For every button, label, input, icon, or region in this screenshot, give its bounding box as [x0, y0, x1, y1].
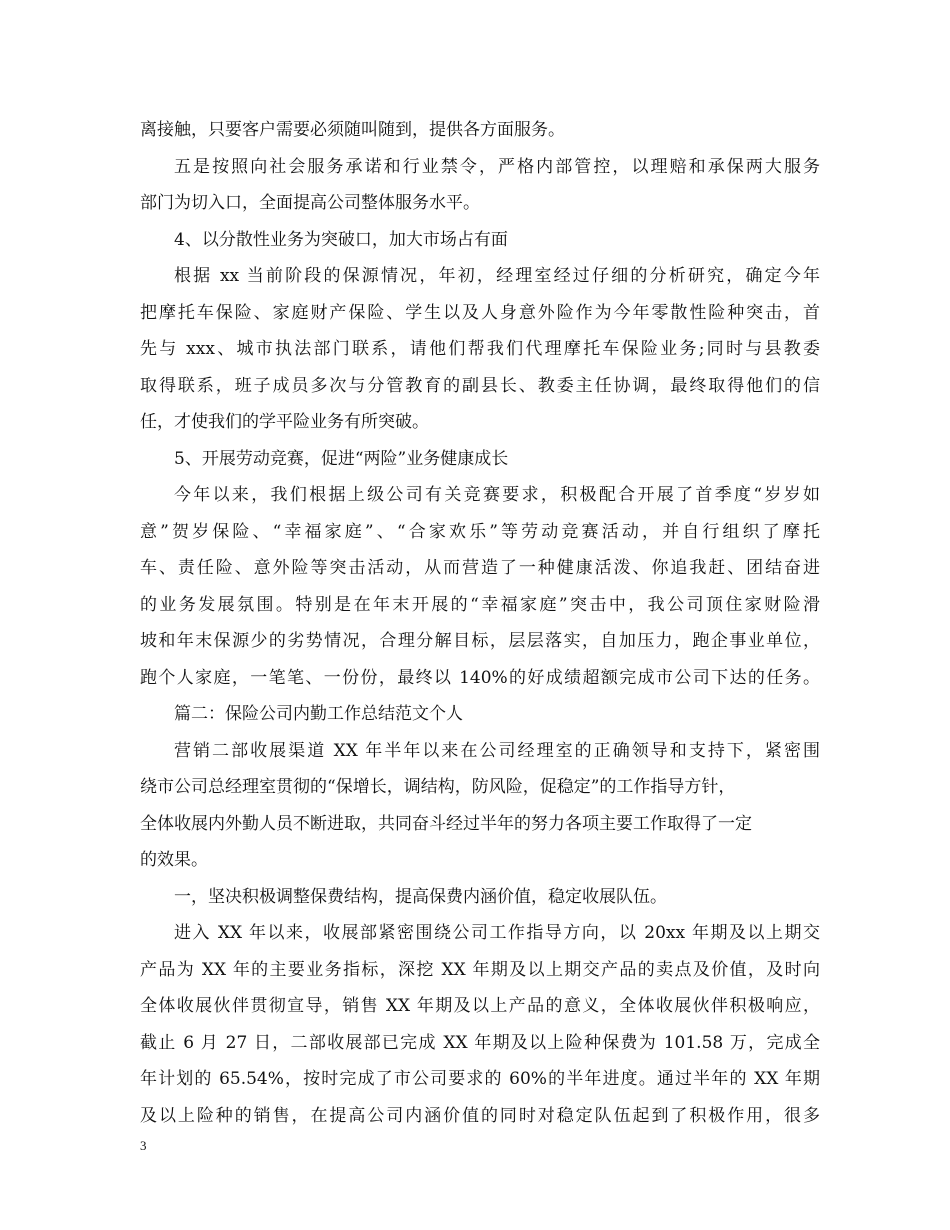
text-line: 车、责任险、意外险等突击活动，从而营造了一种健康活泼、你追我赶、团结奋进 — [140, 558, 820, 578]
text-line: 跑个人家庭，一笔笔、一份份，最终以 140%的好成绩超额完成市公司下达的任务。 — [140, 667, 820, 688]
text-line: 4、以分散性业务为突破口，加大市场占有面 — [174, 229, 508, 250]
text-line: 根据 xx 当前阶段的保源情况，年初，经理室经过仔细的分析研究，确定今年 — [174, 266, 820, 286]
text-line: 截止 6 月 27 日，二部收展部已完成 XX 年期及以上险种保费为 101.58 万，完成全 — [140, 1032, 820, 1053]
text-line: 年计划的 65.54%，按时完成了市公司要求的 60%的半年进度。通过半年的 XX 年期 — [140, 1069, 820, 1089]
text-line: 取得联系，班子成员多次与分管教育的副县长、教委主任协调，最终取得他们的信 — [140, 375, 820, 396]
text-line: 离接触，只要客户需要必须随叫随到，提供各方面服务。 — [140, 120, 565, 140]
text-line: 5、开展劳动竞赛，促进“两险”业务健康成长 — [174, 448, 509, 469]
text-line: 把摩托车保险、家庭财产保险、学生以及人身意外险作为今年零散性险种突击，首 — [140, 302, 820, 323]
text-line: 的业务发展氛围。特别是在年末开展的“幸福家庭”突击中，我公司顶住家财险滑 — [140, 594, 820, 615]
text-line: 的效果。 — [140, 850, 208, 870]
text-line: 全体收展内外勤人员不断进取，共同奋斗经过半年的努力各项主要工作取得了一定 — [140, 813, 752, 834]
text-line: 全体收展伙伴贯彻宣导，销售 XX 年期及以上产品的意义，全体收展伙伴积极响应， — [140, 996, 820, 1016]
text-line: 及以上险种的销售，在提高公司内涵价值的同时对稳定队伍起到了积极作用，很多 — [140, 1105, 820, 1126]
text-line: 产品为 XX 年的主要业务指标，深挖 XX 年期及以上期交产品的卖点及价值，及时向 — [140, 959, 820, 980]
text-line: 营销二部收展渠道 XX 年半年以来在公司经理室的正确领导和支持下，紧密围 — [174, 740, 820, 761]
text-line: 任，才使我们的学平险业务有所突破。 — [140, 412, 429, 432]
text-line: 进入 XX 年以来，收展部紧密围绕公司工作指导方向，以 20xx 年期及以上期交 — [174, 923, 820, 943]
text-line: 今年以来，我们根据上级公司有关竞赛要求，积极配合开展了首季度“岁岁如 — [174, 485, 820, 505]
text-line: 意”贺岁保险、“幸福家庭”、“合家欢乐”等劳动竞赛活动，并自行组织了摩托 — [140, 521, 820, 542]
text-line: 部门为切入口，全面提高公司整体服务水平。 — [140, 193, 480, 213]
text-line: 一，坚决积极调整保费结构，提高保费内涵价值，稳定收展队伍。 — [174, 886, 667, 907]
text-line: 绕市公司总经理室贯彻的“保增长，调结构，防风险，促稳定”的工作指导方针， — [140, 777, 736, 797]
body-text — [140, 112, 820, 1134]
page-number: 3 — [140, 1138, 147, 1153]
text-line: 五是按照向社会服务承诺和行业禁令，严格内部管控，以理赔和承保两大服务 — [174, 156, 820, 177]
text-line: 先与 xxx、城市执法部门联系，请他们帮我们代理摩托车保险业务;同时与县教委 — [140, 339, 820, 359]
text-line: 坡和年末保源少的劣势情况，合理分解目标，层层落实，自加压力，跑企事业单位， — [140, 631, 820, 651]
text-line: 篇二：保险公司内勤工作总结范文个人 — [174, 704, 463, 724]
